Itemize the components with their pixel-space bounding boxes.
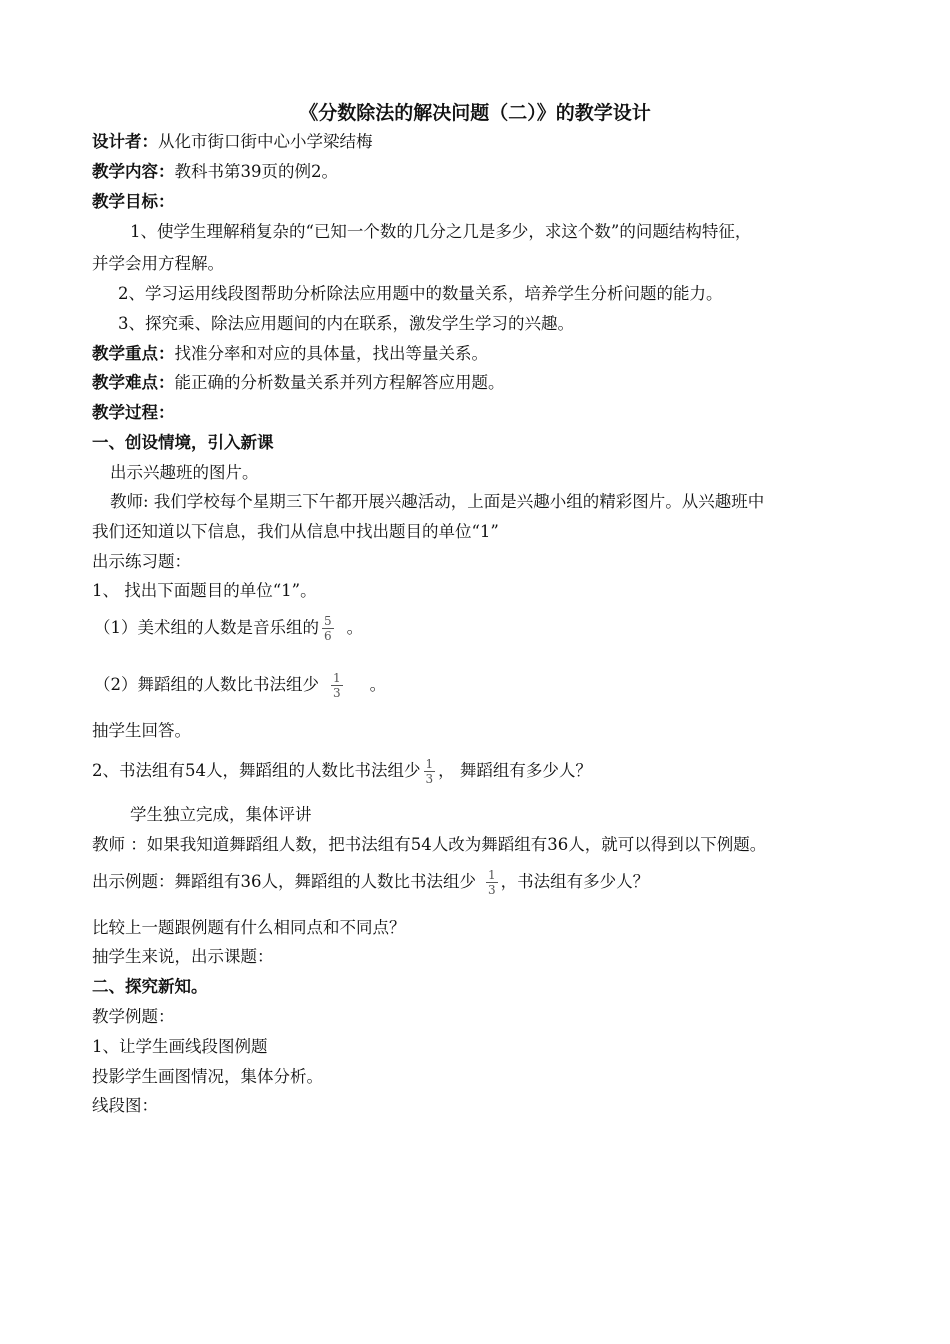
question-1b-tail: 。 — [369, 675, 387, 694]
question-1b — [94, 671, 386, 700]
designer-value: 从化市街口街中心小学梁结梅 — [158, 132, 373, 151]
fraction-denominator: 3 — [333, 686, 341, 700]
key-point-label: 教学重点： — [92, 344, 175, 363]
question-2-tail: ， 舞蹈组有多少人？ — [438, 761, 592, 780]
question-2-text: 2、书法组有54人，舞蹈组的人数比书法组少 — [92, 761, 421, 780]
fraction-denominator: 3 — [425, 772, 434, 786]
example-tail: ，书法组有多少人？ — [500, 872, 650, 891]
section2-p4: 线段图： — [92, 1096, 158, 1115]
content-line — [92, 160, 338, 184]
fraction-1-3 — [331, 671, 343, 700]
fraction-numerator: 1 — [488, 868, 496, 882]
question-1a — [94, 614, 363, 643]
section2-p1: 教学例题： — [92, 1007, 175, 1026]
question-1b-text: （2）舞蹈组的人数比书法组少 — [94, 675, 319, 694]
section1-p8: 抽学生来说，出示课题： — [92, 947, 274, 966]
fraction-5-6 — [322, 614, 334, 643]
fraction-numerator: 1 — [333, 671, 341, 685]
content-label: 教学内容： — [92, 162, 175, 181]
objective-1b: 并学会用方程解。 — [92, 254, 224, 273]
difficulty-label: 教学难点： — [92, 373, 175, 392]
fraction-numerator: 5 — [324, 614, 332, 628]
process-label: 教学过程： — [92, 403, 175, 422]
fraction-numerator: 1 — [425, 757, 434, 771]
section1-p7: 比较上一题跟例题有什么相同点和不同点？ — [92, 918, 406, 937]
content-value: 教科书第39页的例2。 — [174, 162, 338, 181]
difficulty-line — [92, 371, 505, 395]
question-2 — [92, 757, 592, 786]
designer-label: 设计者： — [92, 132, 158, 151]
question-1a-text: （1）美术组的人数是音乐组的 — [94, 618, 319, 637]
objective-1a: 1、使学生理解稍复杂的“已知一个数的几分之几是多少，求这个数”的问题结构特征， — [130, 222, 752, 241]
objective-3: 3、探究乘、除法应用题间的内在联系，激发学生学习的兴趣。 — [118, 314, 574, 333]
key-point-line — [92, 342, 488, 366]
section1-p2a: 教师: 我们学校每个星期三下午都开展兴趣活动，上面是兴趣小组的精彩图片。从兴趣班中 — [110, 492, 765, 511]
designer-line — [92, 130, 373, 154]
section1-p2b: 我们还知道以下信息，我们从信息中找出题目的单位“1” — [92, 522, 499, 541]
section1-p4: 抽学生回答。 — [92, 721, 191, 740]
question-1: 1、 找出下面题目的单位“1”。 — [92, 581, 317, 600]
objective-2: 2、学习运用线段图帮助分析除法应用题中的数量关系，培养学生分析问题的能力。 — [118, 284, 723, 303]
fraction-denominator: 6 — [324, 629, 332, 643]
example-line — [92, 868, 649, 897]
question-1a-tail: 。 — [346, 618, 364, 637]
document-title: 《分数除法的解决问题（二）》的教学设计 — [299, 102, 651, 124]
section1-p6: 教师 ：如果我知道舞蹈组人数，把书法组有54人改为舞蹈组有36人，就可以得到以下例题。 — [92, 835, 767, 854]
objectives-label: 教学目标： — [92, 192, 175, 211]
section2-p2: 1、让学生画线段图例题 — [92, 1037, 268, 1056]
key-point-value: 找准分率和对应的具体量，找出等量关系。 — [174, 344, 488, 363]
section1-p3: 出示练习题： — [92, 552, 191, 571]
example-text: 出示例题：舞蹈组有36人，舞蹈组的人数比书法组少 — [92, 872, 476, 891]
fraction-1-3 — [486, 868, 498, 897]
difficulty-value: 能正确的分析数量关系并列方程解答应用题。 — [174, 373, 505, 392]
section2-p3: 投影学生画图情况，集体分析。 — [92, 1067, 323, 1086]
section2-heading: 二、探究新知。 — [92, 977, 208, 996]
section1-p5: 学生独立完成，集体评讲 — [130, 805, 312, 824]
section1-heading: 一、创设情境，引入新课 — [92, 433, 274, 452]
fraction-1-3 — [424, 757, 436, 786]
fraction-denominator: 3 — [488, 883, 496, 897]
section1-p1: 出示兴趣班的图片。 — [110, 463, 259, 482]
